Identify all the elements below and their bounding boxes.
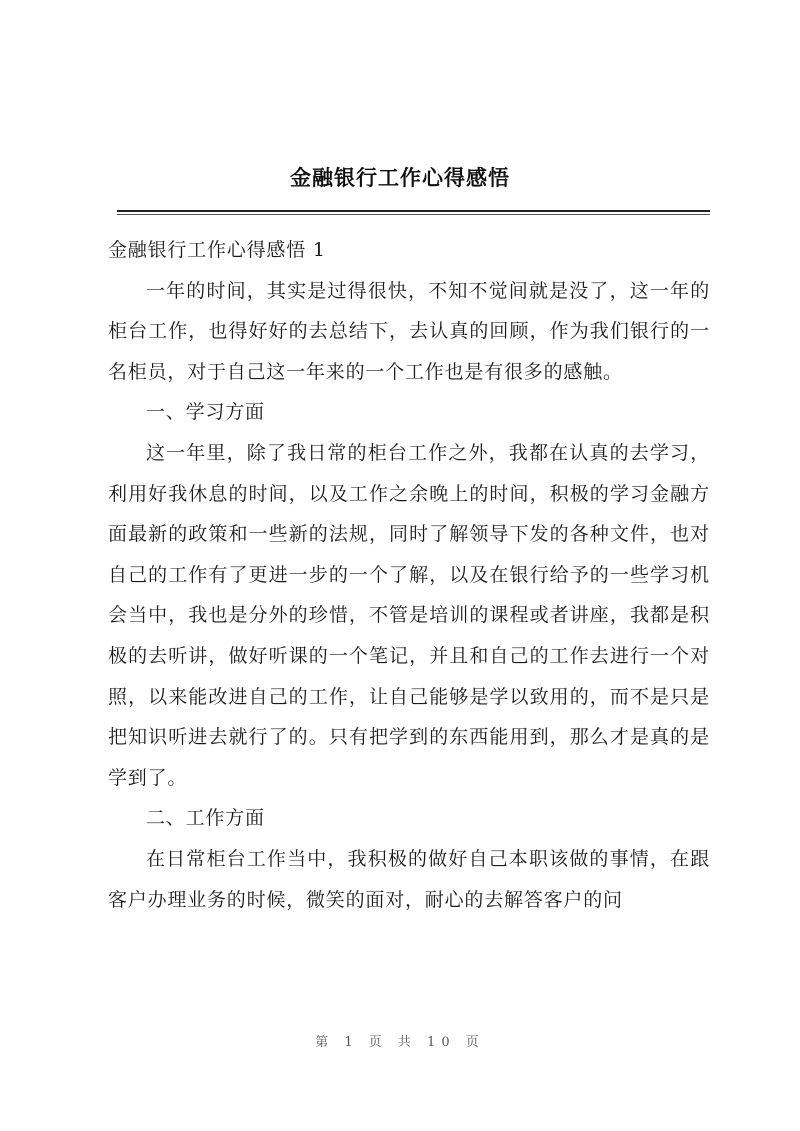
paragraph-intro: 一年的时间，其实是过得很快，不知不觉间就是没了，这一年的柜台工作，也得好好的去总结下，去认真的回顾，作为我们银行的一名柜员，对于自己这一年来的一个工作也是有很多的感触。 (108, 279, 710, 383)
title-rule-thick (117, 210, 710, 212)
paragraph-study: 这一年里，除了我日常的柜台工作之外，我都在认真的去学习，利用好我休息的时间，以及工作之余晚上的时间，积极的学习金融方面最新的政策和一些新的法规，同时了解领导下发的各种文件，也对自己的工作有了更进一步的一个了解，以及在银行给予的一些学习机会当中，我也是分外的珍惜，不管是培训的课程或者讲座，我都是积极的去听讲，做好听课的一个笔记，并且和自己的工作去进行一个对照，以来能改进自己的工作，让自己能够是学以致用的，而不是只是把知识听进去就行了的。只有把学到的东西能用到，那么才是真的是学到了。 (108, 441, 710, 789)
title-rule-thin (117, 214, 710, 215)
document-body (108, 230, 710, 920)
section-title: 金融银行工作心得感悟 1 (108, 239, 326, 261)
document-title: 金融银行工作心得感悟 (290, 165, 510, 190)
heading-study: 一、学习方面 (146, 401, 265, 424)
page-footer: 第 1 页 共 10 页 (315, 1035, 485, 1050)
paragraph-work: 在日常柜台工作当中，我积极的做好自己本职该做的事情，在跟客户办理业务的时候，微笑的面对，耐心的去解答客户的问 (108, 847, 710, 911)
heading-work: 二、工作方面 (146, 807, 265, 830)
